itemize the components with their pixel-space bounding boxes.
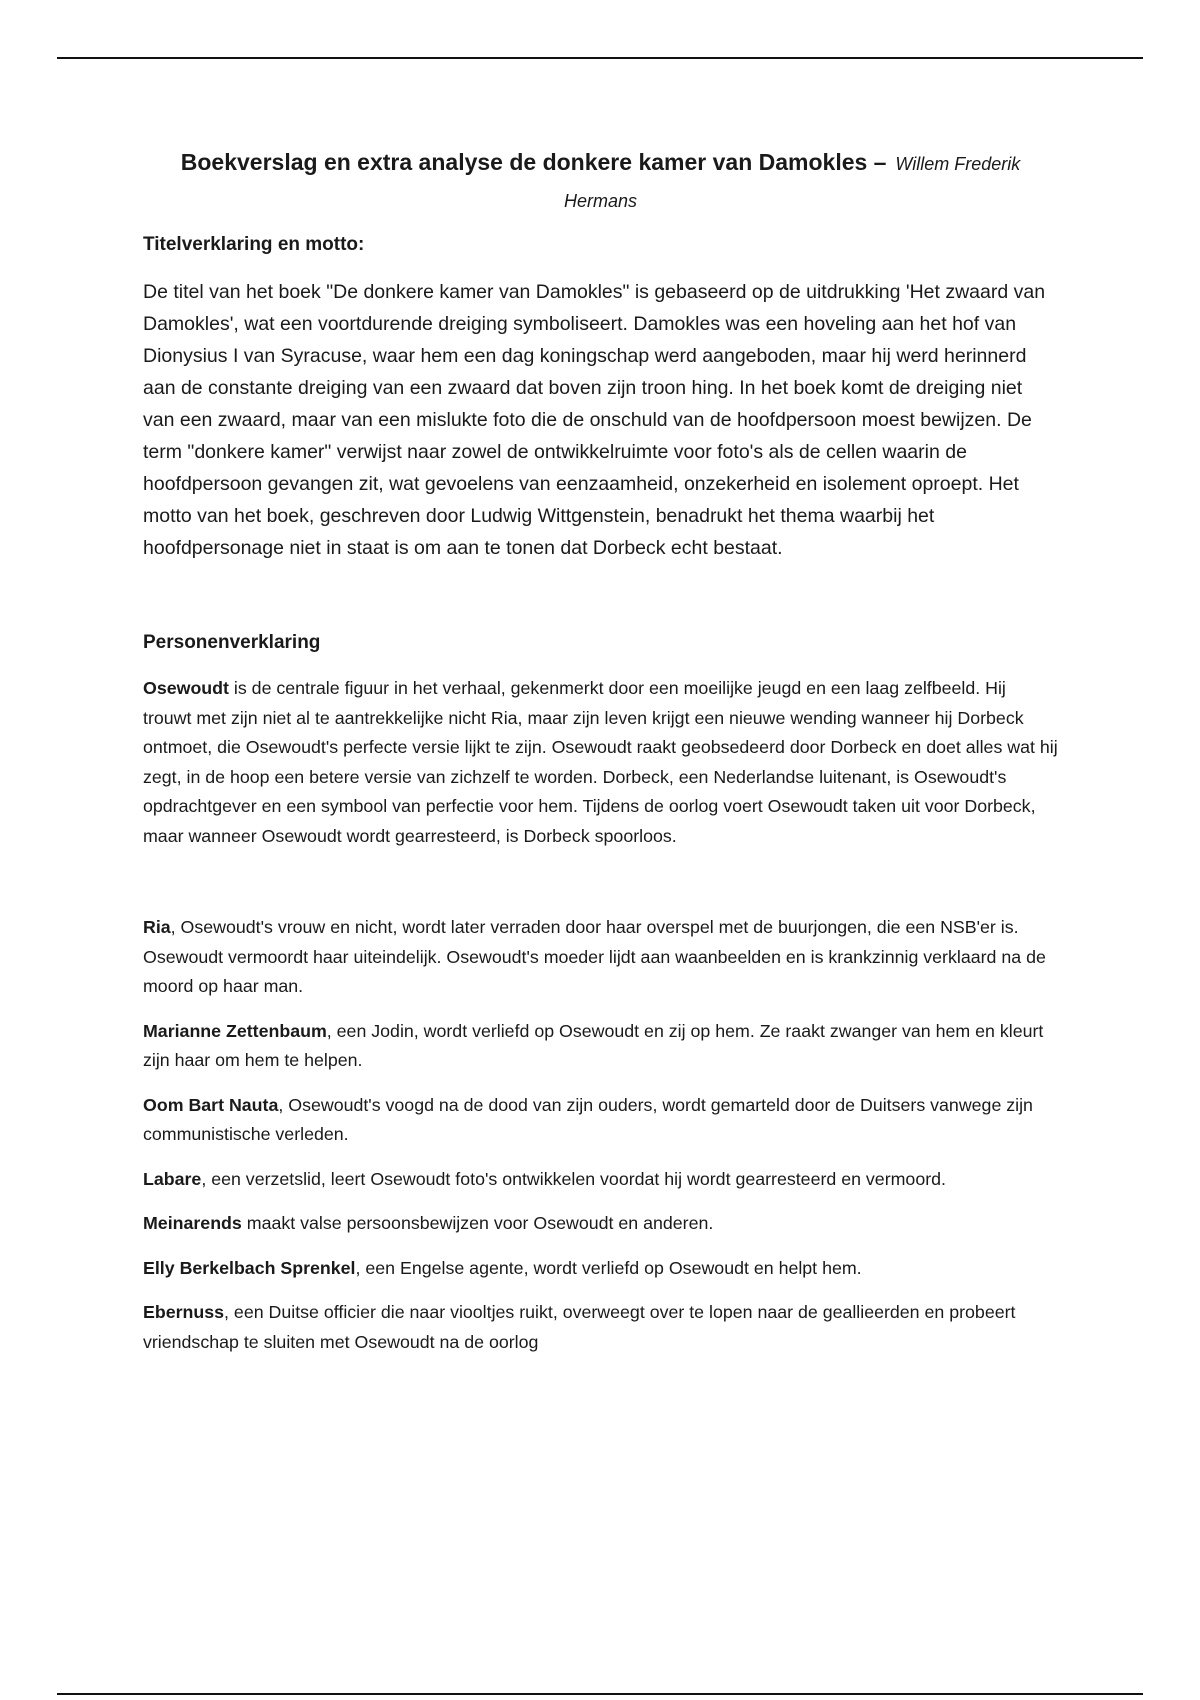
document-author: Willem Frederik Hermans bbox=[563, 154, 1021, 211]
person-description: , Osewoudt's voogd na de dood van zijn ouders, wordt gemarteld door de Duitsers vanwege zijn communistische verleden. bbox=[143, 1094, 1033, 1144]
person-description: , een Jodin, wordt verliefd op Osewoudt en zij op hem. Ze raakt zwanger van hem en kleurt zijn haar om hem te helpen. bbox=[143, 1020, 1044, 1070]
person-name: Elly Berkelbach Sprenkel bbox=[143, 1257, 356, 1278]
section-heading-title-motto: Titelverklaring en motto: bbox=[143, 234, 365, 255]
person-name: Ebernuss bbox=[143, 1302, 225, 1322]
person-name: Oom Bart Nauta bbox=[143, 1094, 279, 1115]
person-description: is de centrale figuur in het verhaal, gekenmerkt door een moeilijke jeugd en een laag zelfbeeld. Hij trouwt met zijn niet al te aantrekkelijke nicht Ria, maar zijn leven krijgt een nieuwe wending wanneer hij Dorbeck ontmoet, die Osewoudt's perfecte versie lijkt te zijn. Osewoudt raakt geobsedeerd door Dorbeck en doet alles wat hij zegt, in de hoop een betere versie van zichzelf te worden. Dorbeck, een Nederlandse luitenant, is Osewoudt's opdrachtgever en een symbool van perfectie voor hem. Tijdens de oorlog voert Osewoudt taken uit voor Dorbeck, maar wanneer Osewoudt wordt gearresteerd, is Dorbeck spoorloos. bbox=[143, 678, 1058, 846]
person-description: maakt valse persoonsbewijzen voor Osewoudt en anderen. bbox=[241, 1213, 714, 1233]
document-title-block bbox=[143, 143, 1058, 217]
person-name: Labare bbox=[143, 1168, 202, 1189]
person-paragraph-elly bbox=[143, 1254, 1058, 1284]
person-name: Ria bbox=[143, 917, 171, 937]
person-paragraph-ebernuss bbox=[143, 1298, 1058, 1357]
person-paragraph-labare bbox=[143, 1165, 1058, 1195]
person-description: , Osewoudt's vrouw en nicht, wordt later verraden door haar overspel met de buurjongen, die een NSB'er is. Osewoudt vermoordt haar uiteindelijk. Osewoudt's moeder lijdt aan waanbeelden en is krankzinnig verklaard na de moord op haar man. bbox=[143, 917, 1046, 996]
person-description: , een Engelse agente, wordt verliefd op Osewoudt en helpt hem. bbox=[355, 1257, 862, 1278]
person-paragraph-marianne bbox=[143, 1017, 1058, 1076]
section-heading-persons: Personenverklaring bbox=[143, 632, 321, 653]
person-paragraph-osewoudt bbox=[143, 674, 1058, 851]
person-name: Meinarends bbox=[143, 1213, 242, 1233]
page-content bbox=[143, 143, 1058, 1357]
header-rule bbox=[57, 57, 1143, 59]
person-paragraph-bart-nauta bbox=[143, 1091, 1058, 1150]
footer-rule bbox=[57, 1693, 1143, 1695]
person-description: , een Duitse officier die naar viooltjes ruikt, overweegt over te lopen naar de geallieerden en probeert vriendschap te sluiten met Osewoudt na de oorlog bbox=[143, 1302, 1016, 1352]
person-name: Marianne Zettenbaum bbox=[143, 1020, 327, 1041]
person-description: , een verzetslid, leert Osewoudt foto's ontwikkelen voordat hij wordt gearresteerd en vermoord. bbox=[201, 1168, 946, 1189]
document-title: Boekverslag en extra analyse de donkere kamer van Damokles – bbox=[180, 149, 887, 175]
person-name: Osewoudt bbox=[143, 678, 229, 698]
title-motto-paragraph: De titel van het boek "De donkere kamer van Damokles" is gebaseerd op de uitdrukking 'Het zwaard van Damokles', wat een voortdurende dreiging symboliseert. Damokles was een hoveling aan het hof van Dionysius I van Syracuse, waar hem een dag koningschap werd aangeboden, maar hij werd herinnerd aan de constante dreiging van een zwaard dat boven zijn troon hing. In het boek komt de dreiging niet van een zwaard, maar van een mislukte foto die de onschuld van de hoofdpersoon moest bewijzen. De term "donkere kamer" verwijst naar zowel de ontwikkelruimte voor foto's als de cellen waarin de hoofdpersoon gevangen zit, wat gevoelens van eenzaamheid, onzekerheid en isolement oproept. Het motto van het boek, geschreven door Ludwig Wittgenstein, benadrukt het thema waarbij het hoofdpersonage niet in staat is om aan te tonen dat Dorbeck echt bestaat. bbox=[143, 281, 1046, 559]
person-paragraph-meinarends bbox=[143, 1209, 1058, 1239]
person-paragraph-ria bbox=[143, 913, 1058, 1002]
